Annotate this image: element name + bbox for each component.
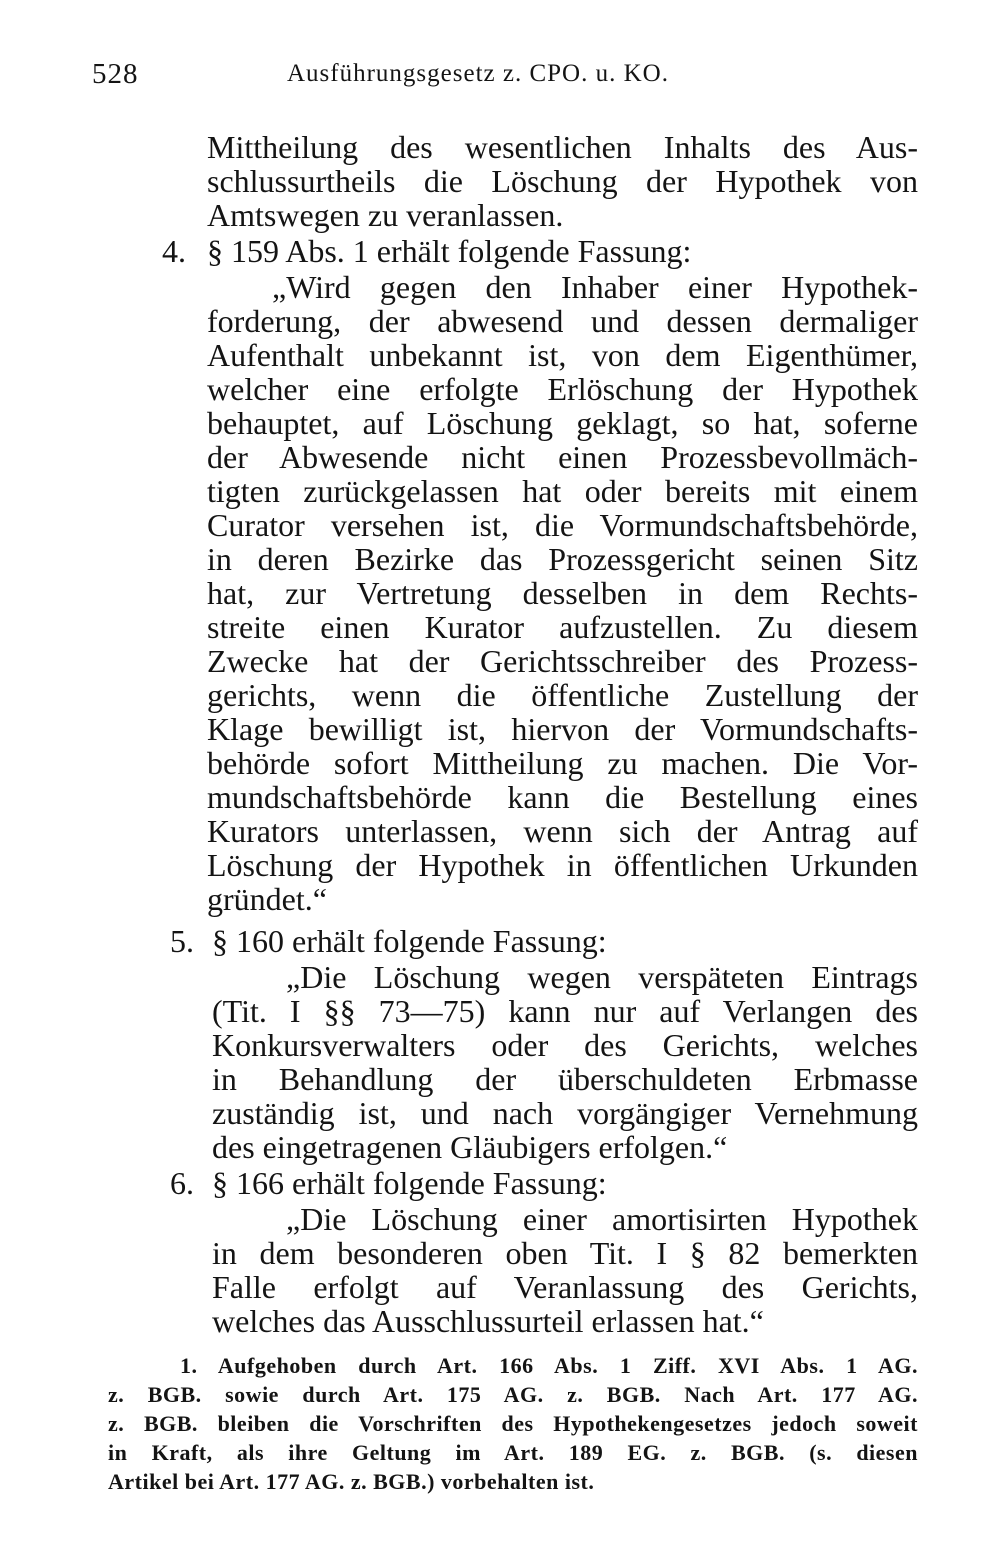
body-line: tigten zurückgelassen hat oder bereits mit einem [207,473,918,509]
body-line: Mittheilung des wesentlichen Inhalts des Aus- [207,129,918,165]
item-heading: § 166 erhält folgende Fassung: [212,1165,607,1201]
page-number: 528 [92,58,139,90]
body-line: streite einen Kurator aufzustellen. Zu diesem [207,609,918,645]
body-line: in deren Bezirke das Prozessgericht seinen Sitz [207,541,918,577]
body-line: des eingetragenen Gläubigers erfolgen.“ [212,1129,728,1165]
body-line: Zwecke hat der Gerichtsschreiber des Prozess- [207,643,918,679]
item-heading: § 160 erhält folgende Fassung: [212,923,607,959]
footnote-line: z. BGB. bleiben die Vorschriften des Hypothekengesetzes jedoch soweit [108,1411,918,1436]
page-header [92,58,922,98]
item-number: 6. [170,1165,194,1201]
body-line: Amtswegen zu veranlassen. [207,197,564,233]
body-line: „Die Löschung wegen verspäteten Eintrags [286,959,918,995]
body-line: welcher eine erfolgte Erlöschung der Hypothek [207,371,918,407]
body-line: „Wird gegen den Inhaber einer Hypothek- [272,269,918,305]
body-line: in dem besonderen oben Tit. I § 82 bemerkten [212,1235,918,1271]
body-line: Falle erfolgt auf Veranlassung des Gerichts, [212,1269,918,1305]
item-number: 5. [170,923,194,959]
body-line: hat, zur Vertretung desselben in dem Rechts- [207,575,918,611]
body-line: Konkursverwalters oder des Gerichts, welches [212,1027,918,1063]
body-line: der Abwesende nicht einen Prozessbevollmäch- [207,439,918,475]
footnote-line: z. BGB. sowie durch Art. 175 AG. z. BGB. Nach Art. 177 AG. [108,1382,918,1407]
body-line: „Die Löschung einer amortisirten Hypothek [286,1201,918,1237]
body-line: gerichts, wenn die öffentliche Zustellung der [207,677,918,713]
body-line: Curator versehen ist, die Vormundschaftsbehörde, [207,507,918,543]
body-line: Kurators unterlassen, wenn sich der Antrag auf [207,813,918,849]
body-line: schlussurtheils die Löschung der Hypothek von [207,163,918,199]
item-number: 4. [162,233,186,269]
body-line: behörde sofort Mittheilung zu machen. Die Vor- [207,745,918,781]
body-line: gründet.“ [207,881,327,917]
body-line: behauptet, auf Löschung geklagt, so hat, soferne [207,405,918,441]
body-line: zuständig ist, und nach vorgängiger Vernehmung [212,1095,918,1131]
footnote-line: in Kraft, als ihre Geltung im Art. 189 EG. z. BGB. (s. diesen [108,1440,918,1465]
footnote-line: 1. Aufgehoben durch Art. 166 Abs. 1 Ziff. XVI Abs. 1 AG. [180,1353,918,1378]
body-line: Aufenthalt unbekannt ist, von dem Eigenthümer, [207,337,918,373]
body-line: Löschung der Hypothek in öffentlichen Urkunden [207,847,918,883]
body-line: forderung, der abwesend und dessen dermaliger [207,303,918,339]
body-line: (Tit. I §§ 73—75) kann nur auf Verlangen des [212,993,918,1029]
body-line: welches das Ausschlussurteil erlassen hat.“ [212,1303,764,1339]
footnote-line: Artikel bei Art. 177 AG. z. BGB.) vorbehalten ist. [108,1469,595,1494]
running-head: Ausführungsgesetz z. CPO. u. KO. [287,60,669,87]
item-heading: § 159 Abs. 1 erhält folgende Fassung: [207,233,692,269]
body-line: Klage bewilligt ist, hiervon der Vormundschafts- [207,711,918,747]
body-line: mundschaftsbehörde kann die Bestellung eines [207,779,918,815]
body-line: in Behandlung der überschuldeten Erbmasse [212,1061,918,1097]
